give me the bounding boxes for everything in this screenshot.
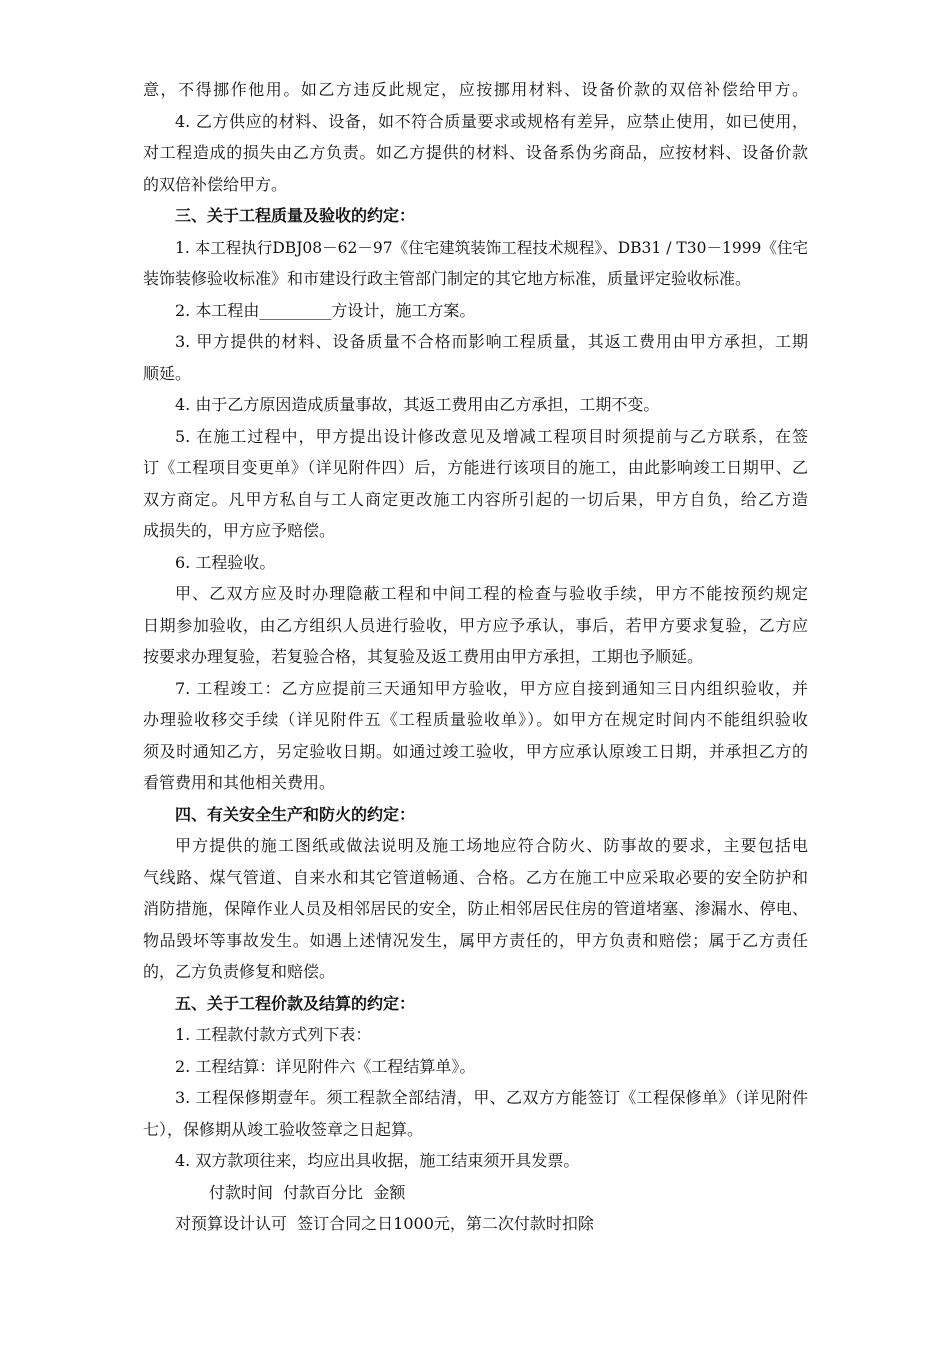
text-line: 7. 工程竣工：乙方应提前三天通知甲方验收，甲方应自接到通知三日内组织验收，并 <box>175 679 808 698</box>
text-line: 4. 双方款项往来，均应出具收据，施工结束须开具发票。 <box>175 1151 580 1170</box>
text-line: 七），保修期从竣工验收签章之日起算。 <box>143 1120 424 1139</box>
text-line: 甲、乙双方应及时办理隐蔽工程和中间工程的检查与验收手续，甲方不能按预约规定 <box>175 584 808 603</box>
text-line: 甲方提供的施工图纸或做法说明及施工场地应符合防火、防事故的要求，主要包括电 <box>175 836 808 855</box>
text-line: 按要求办理复验，若复验合格，其复验及返工费用由甲方承担，工期也予顺延。 <box>143 647 704 666</box>
text-line: 办理验收移交手续（详见附件五《工程质量验收单》）。如甲方在规定时间内不能组织验收 <box>143 710 808 729</box>
text-line: 1. 本工程执行DBJ08－62－97《住宅建筑装饰工程技术规程》、DB31 / T30－1999《住宅 <box>175 239 808 257</box>
text-line: 顺延。 <box>143 364 192 383</box>
text-line: 日期参加验收，由乙方组织人员进行验收，甲方应予承认，事后，若甲方要求复验，乙方应 <box>143 616 808 635</box>
payment-table-header: 付款时间 付款百分比 金额 <box>209 1183 406 1202</box>
text-line: 5. 在施工过程中，甲方提出设计修改意见及增减工程项目时须提前与乙方联系，在签 <box>175 427 808 446</box>
text-line: 物品毁坏等事故发生。如遇上述情况发生，属甲方责任的，甲方负责和赔偿；属于乙方责任 <box>143 931 808 950</box>
section-heading: 四、有关安全生产和防火的约定： <box>175 805 416 824</box>
text-line: 成损失的，甲方应予赔偿。 <box>143 521 336 540</box>
text-line: 4. 乙方供应的材料、设备，如不符合质量要求或规格有差异，应禁止使用，如已使用， <box>175 112 808 131</box>
text-line: 装饰装修验收标准》和市建设行政主管部门制定的其它地方标准，质量评定验收标准。 <box>143 269 752 288</box>
text-line: 1. 工程款付款方式列下表： <box>175 1025 372 1044</box>
text-line: 2. 工程结算：详见附件六《工程结算单》。 <box>175 1057 476 1076</box>
text-line: 气线路、煤气管道、自来水和其它管道畅通、合格。乙方在施工中应采取必要的安全防护和 <box>143 868 808 887</box>
payment-table-row: 对预算设计认可 签订合同之日1000元，第二次付款时扣除 <box>175 1214 594 1233</box>
section-heading: 三、关于工程质量及验收的约定： <box>175 206 416 225</box>
text-line: 双方商定。凡甲方私自与工人商定更改施工内容所引起的一切后果，甲方自负，给乙方造 <box>143 490 808 509</box>
text-line: 须及时通知乙方，另定验收日期。如通过竣工验收，甲方应承认原竣工日期，并承担乙方的 <box>143 742 808 761</box>
text-line: 3. 甲方提供的材料、设备质量不合格而影响工程质量，其返工费用由甲方承担，工期 <box>175 332 808 351</box>
text-line: 订《工程项目变更单》（详见附件四）后，方能进行该项目的施工，由此影响竣工日期甲、乙 <box>143 458 808 477</box>
text-line: 意，不得挪作他用。如乙方违反此规定，应按挪用材料、设备价款的双倍补偿给甲方。 <box>143 80 808 99</box>
text-line: 4. 由于乙方原因造成质量事故，其返工费用由乙方承担，工期不变。 <box>175 395 660 414</box>
text-line: 消防措施，保障作业人员及相邻居民的安全，防止相邻居民住房的管道堵塞、渗漏水、停电、 <box>143 899 808 918</box>
text-line: 2. 本工程由_________方设计，施工方案。 <box>175 301 476 320</box>
section-heading: 五、关于工程价款及结算的约定： <box>175 994 416 1013</box>
text-line: 的双倍补偿给甲方。 <box>143 175 288 194</box>
text-line: 的，乙方负责修复和赔偿。 <box>143 962 336 981</box>
text-line: 看管费用和其他相关费用。 <box>143 773 336 792</box>
text-line: 对工程造成的损失由乙方负责。如乙方提供的材料、设备系伪劣商品，应按材料、设备价款 <box>143 143 808 162</box>
text-line: 6. 工程验收。 <box>175 553 276 572</box>
text-line: 3. 工程保修期壹年。须工程款全部结清，甲、乙双方方能签订《工程保修单》（详见附件 <box>175 1088 808 1107</box>
